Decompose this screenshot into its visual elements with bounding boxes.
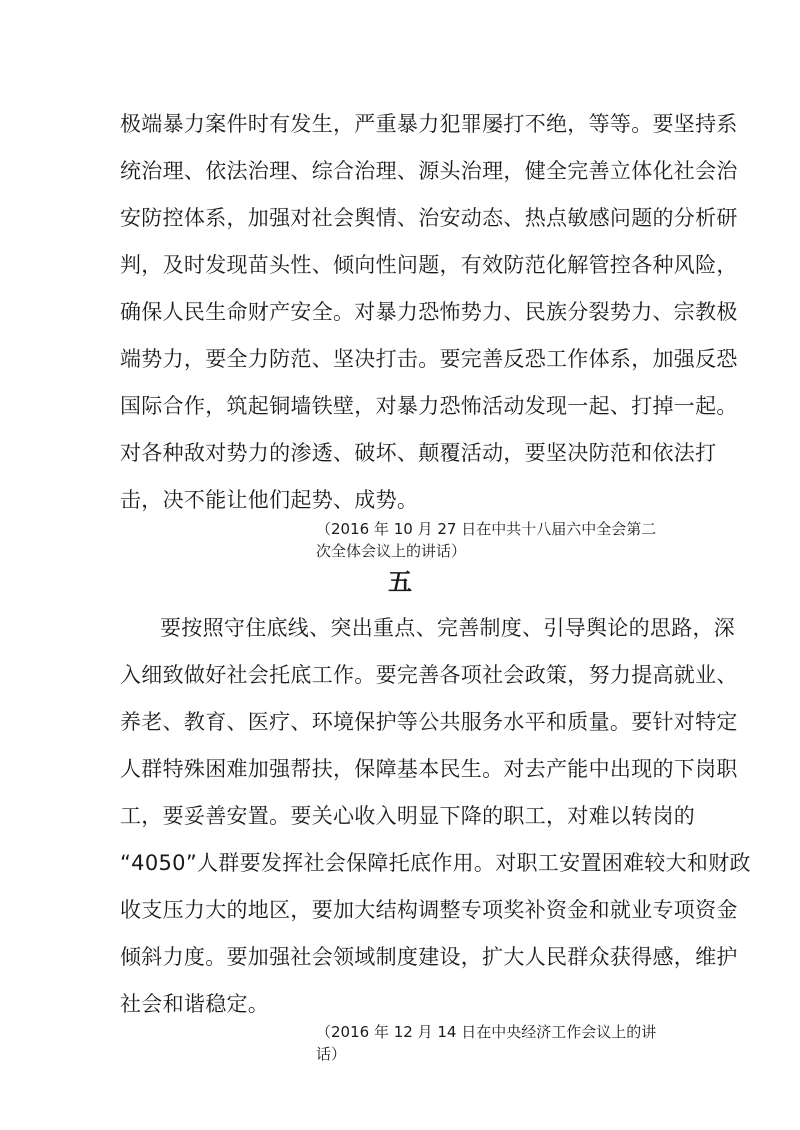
paragraph-line: 统治理、依法治理、综合治理、源头治理，健全完善立体化社会治 bbox=[120, 159, 738, 183]
paragraph-line: “4050”人群要发挥社会保障托底作用。对职工安置困难较大和财政 bbox=[120, 851, 751, 875]
paragraph-line: 倾斜力度。要加强社会领域制度建设，扩大人民群众获得感，维护 bbox=[120, 945, 738, 969]
paragraph-line: 判，及时发现苗头性、倾向性问题，有效防范化解管控各种风险， bbox=[120, 253, 738, 277]
paragraph-line: 工，要妥善安置。要关心收入明显下降的职工，对难以转岗的 bbox=[120, 804, 696, 828]
paragraph-line: 养老、教育、医疗、环境保护等公共服务水平和质量。要针对特定 bbox=[120, 710, 738, 734]
section-heading: 五 bbox=[388, 568, 412, 596]
citation-line: 话） bbox=[316, 1045, 347, 1063]
paragraph-line: 确保人民生命财产安全。对暴力恐怖势力、民族分裂势力、宗教极 bbox=[120, 300, 738, 324]
paragraph-line: 入细致做好社会托底工作。要完善各项社会政策，努力提高就业、 bbox=[120, 663, 738, 687]
paragraph-line: 对各种敌对势力的渗透、破坏、颠覆活动，要坚决防范和依法打 bbox=[120, 441, 717, 465]
paragraph-line: 安防控体系，加强对社会舆情、治安动态、热点敏感问题的分析研 bbox=[120, 206, 738, 230]
paragraph-line: 收支压力大的地区，要加大结构调整专项奖补资金和就业专项资金 bbox=[120, 898, 738, 922]
paragraph-line: 击，决不能让他们起势、成势。 bbox=[120, 488, 419, 512]
paragraph-line: 社会和谐稳定。 bbox=[120, 992, 270, 1016]
paragraph-line: 要按照守住底线、突出重点、完善制度、引导舆论的思路，深 bbox=[160, 616, 736, 640]
citation-line: （2016 年 10 月 27 日在中共十八届六中全会第二 bbox=[316, 520, 657, 538]
paragraph-line: 端势力，要全力防范、坚决打击。要完善反恐工作体系，加强反恐 bbox=[120, 347, 738, 371]
citation-line: 次全体会议上的讲话） bbox=[316, 542, 467, 560]
paragraph-line: 人群特殊困难加强帮扶，保障基本民生。对去产能中出现的下岗职 bbox=[120, 757, 738, 781]
paragraph-line: 国际合作，筑起铜墙铁壁，对暴力恐怖活动发现一起、打掉一起。 bbox=[120, 394, 738, 418]
paragraph-line: 极端暴力案件时有发生，严重暴力犯罪屡打不绝，等等。要坚持系 bbox=[120, 112, 738, 136]
citation-line: （2016 年 12 月 14 日在中央经济工作会议上的讲 bbox=[316, 1023, 657, 1041]
